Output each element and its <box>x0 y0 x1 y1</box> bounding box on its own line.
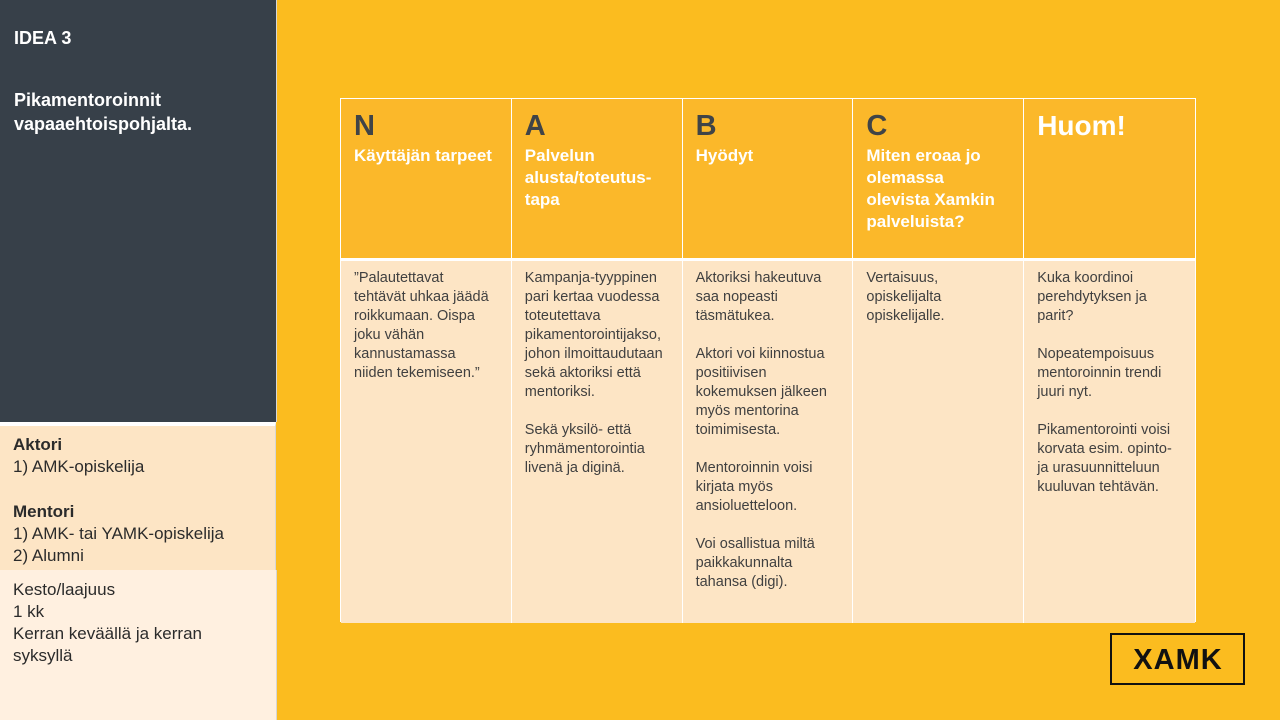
idea-title: Pikamentoroinnit vapaaehtoispohjalta. <box>14 90 193 134</box>
header-letter: A <box>524 110 546 142</box>
cell-paragraph: Vertaisuus, opiskelijalta opiskelijalle. <box>866 270 945 324</box>
logo-text: XAMK <box>1132 644 1223 676</box>
xamk-logo <box>1110 633 1245 685</box>
cell-paragraph: Kuka koordinoi perehdytyksen ja parit? <box>1037 270 1147 324</box>
cell-paragraph: Aktori voi kiinnostua positiivisen kokemuksen jälkeen myös mentorina toimimisesta. <box>695 346 827 438</box>
header-cell-c <box>853 99 1024 261</box>
body-cell-c <box>853 261 1024 623</box>
aktori-item: 1) AMK-opiskelija <box>13 457 145 476</box>
cell-paragraph: Mentoroinnin voisi kirjata myös ansioluetteloon. <box>695 460 813 514</box>
cell-paragraph: Sekä yksilö- että ryhmämentorointia livenä ja diginä. <box>524 422 645 476</box>
header-label: Hyödyt <box>695 146 754 165</box>
cell-paragraph: Pikamentorointi voisi korvata esim. opinto- ja urasuunnitteluun kuuluvan tehtävän. <box>1037 422 1172 495</box>
duration-block <box>13 579 263 667</box>
header-letter: Huom! <box>1037 110 1126 141</box>
duration-panel <box>0 570 277 720</box>
header-label: Käyttäjän tarpeet <box>354 146 492 165</box>
duration-label: Kesto/laajuus <box>13 580 116 599</box>
mentori-block <box>13 501 224 567</box>
cell-paragraph: Voi osallistua miltä paikkakunnalta tahansa (digi). <box>695 536 815 590</box>
header-cell-huom <box>1024 99 1195 261</box>
idea-number: IDEA 3 <box>14 28 72 48</box>
aktori-block <box>13 434 144 478</box>
body-cell-a <box>512 261 683 623</box>
body-cell-b <box>683 261 854 623</box>
idea-panel <box>0 0 277 422</box>
xamk-logo-mark <box>1123 642 1233 676</box>
body-cell-n <box>341 261 512 623</box>
header-letter: B <box>695 110 717 142</box>
roles-panel <box>0 422 276 570</box>
cell-paragraph: Kampanja-tyyppinen pari kertaa vuodessa toteutettava pikamentorointijakso, johon ilmoittaudutaan sekä aktoriksi että mentoriksi. <box>524 270 663 400</box>
header-letter: N <box>354 110 375 142</box>
header-cell-n <box>341 99 512 261</box>
mentori-item: 1) AMK- tai YAMK-opiskelija <box>13 524 224 543</box>
header-cell-b <box>683 99 854 261</box>
aktori-heading: Aktori <box>13 435 63 454</box>
cell-paragraph: Nopeatempoisuus mentoroinnin trendi juuri nyt. <box>1037 346 1162 400</box>
mentori-item: 2) Alumni <box>13 546 84 565</box>
mentori-heading: Mentori <box>13 502 75 521</box>
header-label: Palvelun alusta/toteutus-tapa <box>524 146 652 209</box>
cell-paragraph: ”Palautettavat tehtävät uhkaa jäädä roikkumaan. Oispa joku vähän kannustamassa niiden tekemiseen.” <box>354 270 489 381</box>
body-cell-huom <box>1024 261 1195 623</box>
cell-paragraph: Aktoriksi hakeutuva saa nopeasti täsmätukea. <box>695 270 822 324</box>
header-cell-a <box>512 99 683 261</box>
duration-note: Kerran keväällä ja kerran syksyllä <box>13 624 202 665</box>
duration-value: 1 kk <box>13 602 45 621</box>
header-letter: C <box>866 110 888 142</box>
header-label: Miten eroaa jo olemassa olevista Xamkin palveluista? <box>866 146 995 231</box>
nabc-table <box>340 98 1196 622</box>
